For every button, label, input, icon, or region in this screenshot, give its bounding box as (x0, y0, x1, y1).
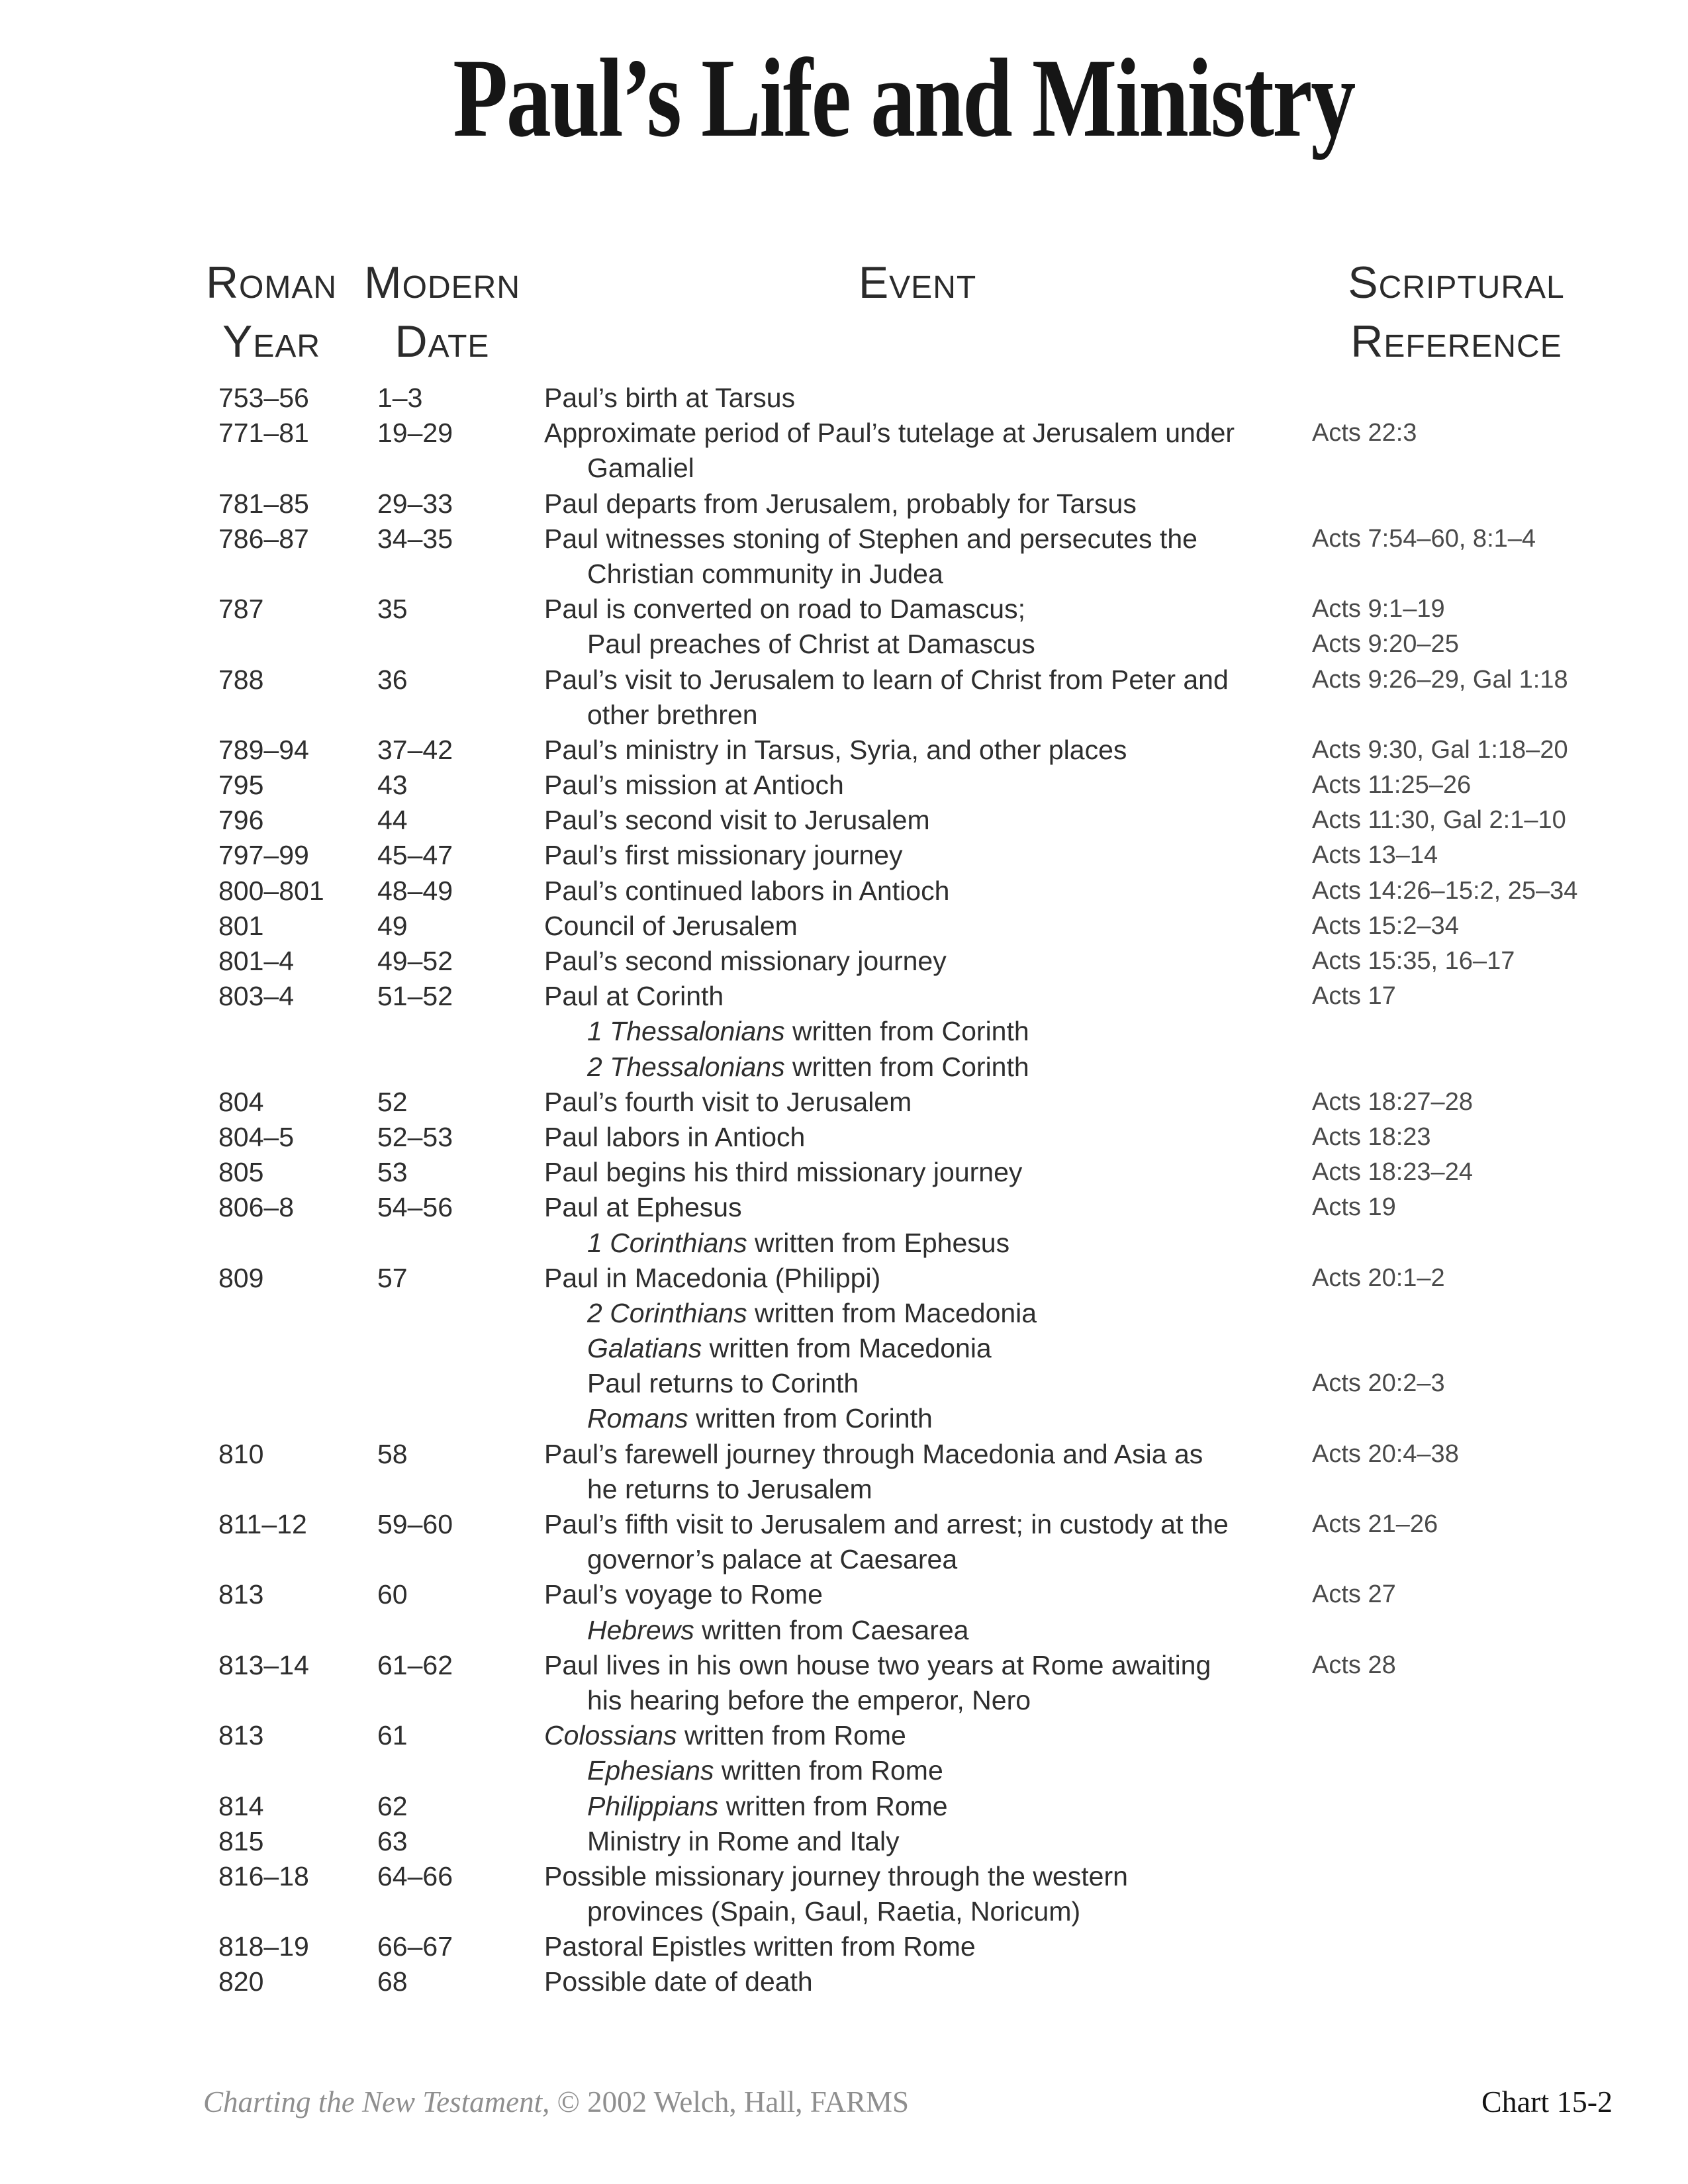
event-cell: Gamaliel (587, 453, 694, 484)
event-cell: Paul departs from Jerusalem, probably for Tarsus (544, 488, 1137, 519)
event-cell: Council of Jerusalem (544, 910, 798, 941)
roman-year-cell: 813 (218, 1720, 264, 1751)
event-cell: Paul lives in his own house two years at Rome awaiting (544, 1649, 1211, 1680)
modern-date-cell: 51–52 (377, 981, 453, 1012)
roman-year-cell: 796 (218, 805, 264, 836)
event-cell: his hearing before the emperor, Nero (587, 1684, 1031, 1715)
modern-date-cell: 1–3 (377, 383, 423, 413)
table-row (0, 1050, 1688, 1085)
event-cell: Paul returns to Corinth (587, 1368, 859, 1399)
scripture-ref-cell: Acts 18:23–24 (1312, 1158, 1473, 1187)
table-row (0, 979, 1688, 1014)
scripture-ref-cell: Acts 9:30, Gal 1:18–20 (1312, 735, 1568, 764)
table-row (0, 557, 1688, 592)
scripture-ref-cell: Acts 15:35, 16–17 (1312, 947, 1515, 975)
event-cell: Paul witnesses stoning of Stephen and persecutes the (544, 523, 1197, 554)
table-row (0, 1437, 1688, 1472)
footer-credit (203, 2085, 909, 2119)
roman-year-cell: 810 (218, 1438, 264, 1469)
scripture-ref-cell: Acts 9:26–29, Gal 1:18 (1312, 665, 1568, 694)
event-cell: Paul begins his third missionary journey (544, 1157, 1023, 1188)
modern-date-cell: 64–66 (377, 1860, 453, 1891)
event-cell: 1 Corinthians written from Ephesus (587, 1227, 1010, 1258)
header-event-label: Event (858, 257, 977, 308)
event-cell: Ephesians written from Rome (587, 1755, 943, 1786)
roman-year-cell: 818–19 (218, 1931, 309, 1962)
table-row (0, 698, 1688, 733)
modern-date-cell: 43 (377, 770, 408, 801)
footer-credit-title: Charting the New Testament, (203, 2085, 550, 2118)
roman-year-cell: 753–56 (218, 383, 309, 413)
event-cell: Paul’s visit to Jerusalem to learn of Christ from Peter and (544, 664, 1229, 695)
modern-date-cell: 49 (377, 910, 408, 941)
table-row (0, 1964, 1688, 1999)
event-cell: Romans written from Corinth (587, 1403, 933, 1434)
scripture-ref-cell: Acts 22:3 (1312, 419, 1417, 447)
scripture-ref-cell: Acts 21–26 (1312, 1510, 1438, 1538)
roman-year-cell: 804 (218, 1086, 264, 1117)
roman-year-cell: 788 (218, 664, 264, 695)
table-row (0, 1401, 1688, 1436)
event-cell: Paul’s mission at Antioch (544, 770, 844, 801)
event-cell: Paul’s ministry in Tarsus, Syria, and other places (544, 734, 1127, 765)
header-ref-line1: Scriptural (1348, 257, 1565, 308)
event-cell: Paul’s continued labors in Antioch (544, 875, 950, 906)
table-row (0, 1331, 1688, 1366)
modern-date-cell: 59–60 (377, 1509, 453, 1539)
event-cell: Paul’s second missionary journey (544, 946, 947, 976)
event-cell: Pastoral Epistles written from Rome (544, 1931, 976, 1962)
modern-date-cell: 52 (377, 1086, 408, 1117)
scripture-ref-cell: Acts 9:20–25 (1312, 630, 1459, 659)
roman-year-cell: 789–94 (218, 734, 309, 765)
roman-year-cell: 803–4 (218, 981, 295, 1012)
modern-date-cell: 34–35 (377, 523, 453, 554)
table-row (0, 1542, 1688, 1577)
roman-year-cell: 814 (218, 1790, 264, 1821)
table-row (0, 874, 1688, 909)
event-cell: he returns to Jerusalem (587, 1473, 872, 1504)
column-header-scriptural-reference (1324, 253, 1589, 371)
modern-date-cell: 49–52 (377, 946, 453, 976)
page-title (119, 19, 1688, 177)
table-row (0, 1261, 1688, 1296)
table-row (0, 486, 1688, 522)
roman-year-cell: 787 (218, 594, 264, 625)
table-row (0, 1155, 1688, 1190)
modern-date-cell: 19–29 (377, 418, 453, 449)
modern-date-cell: 35 (377, 594, 408, 625)
event-cell: Christian community in Judea (587, 558, 943, 589)
header-modern-line1: Modern (364, 257, 520, 308)
scripture-ref-cell: Acts 20:2–3 (1312, 1369, 1445, 1398)
roman-year-cell: 811–12 (218, 1509, 307, 1539)
table-row (0, 1014, 1688, 1049)
roman-year-cell: 813 (218, 1579, 264, 1610)
header-roman-line1: Roman (205, 257, 338, 308)
table-row (0, 381, 1688, 416)
table-row (0, 662, 1688, 698)
event-cell: Paul in Macedonia (Philippi) (544, 1262, 881, 1293)
event-cell: 2 Corinthians written from Macedonia (587, 1297, 1037, 1328)
table-row (0, 1120, 1688, 1155)
event-cell: Ministry in Rome and Italy (587, 1825, 900, 1856)
roman-year-cell: 781–85 (218, 488, 309, 519)
scripture-ref-cell: Acts 19 (1312, 1193, 1396, 1222)
modern-date-cell: 61–62 (377, 1649, 453, 1680)
modern-date-cell: 60 (377, 1579, 408, 1610)
scripture-ref-cell: Acts 27 (1312, 1580, 1396, 1609)
event-cell: Paul is converted on road to Damascus; (544, 594, 1025, 625)
table-row (0, 1296, 1688, 1331)
scripture-ref-cell: Acts 9:1–19 (1312, 595, 1445, 623)
table-row (0, 1577, 1688, 1612)
table-row (0, 1824, 1688, 1859)
table-body (0, 381, 1688, 2000)
table-row (0, 1859, 1688, 1894)
event-cell: Paul’s birth at Tarsus (544, 383, 796, 413)
scripture-ref-cell: Acts 20:4–38 (1312, 1439, 1459, 1468)
column-header-roman-year (172, 253, 371, 371)
scripture-ref-cell: Acts 14:26–15:2, 25–34 (1312, 876, 1578, 905)
roman-year-cell: 820 (218, 1966, 264, 1997)
event-cell: Paul’s fifth visit to Jerusalem and arrest; in custody at the (544, 1509, 1229, 1539)
table-row (0, 522, 1688, 557)
table-row (0, 1366, 1688, 1401)
event-cell: Paul labors in Antioch (544, 1121, 806, 1152)
event-cell: Paul’s first missionary journey (544, 840, 903, 871)
modern-date-cell: 29–33 (377, 488, 453, 519)
event-cell: Galatians written from Macedonia (587, 1333, 992, 1364)
roman-year-cell: 797–99 (218, 840, 309, 871)
roman-year-cell: 801 (218, 910, 264, 941)
modern-date-cell: 53 (377, 1157, 408, 1188)
roman-year-cell: 801–4 (218, 946, 295, 976)
roman-year-cell: 771–81 (218, 418, 309, 449)
page-title-text: Paul’s Life and Ministry (453, 36, 1354, 160)
scripture-ref-cell: Acts 18:27–28 (1312, 1087, 1473, 1116)
roman-year-cell: 805 (218, 1157, 264, 1188)
event-cell: Paul’s voyage to Rome (544, 1579, 823, 1610)
table-row (0, 1929, 1688, 1964)
event-cell: 2 Thessalonians written from Corinth (587, 1051, 1029, 1082)
table-row (0, 1753, 1688, 1788)
table-row (0, 1472, 1688, 1507)
scripture-ref-cell: Acts 18:23 (1312, 1122, 1431, 1151)
modern-date-cell: 54–56 (377, 1192, 453, 1223)
event-cell: Approximate period of Paul’s tutelage at Jerusalem under (544, 418, 1235, 449)
table-row (0, 1085, 1688, 1120)
event-cell: Philippians written from Rome (587, 1790, 948, 1821)
event-cell: Paul’s fourth visit to Jerusalem (544, 1086, 912, 1117)
table-row (0, 416, 1688, 451)
table-row (0, 592, 1688, 627)
roman-year-cell: 809 (218, 1262, 264, 1293)
event-cell: Hebrews written from Caesarea (587, 1614, 969, 1645)
modern-date-cell: 45–47 (377, 840, 453, 871)
roman-year-cell: 786–87 (218, 523, 309, 554)
modern-date-cell: 57 (377, 1262, 408, 1293)
roman-year-cell: 813–14 (218, 1649, 309, 1680)
modern-date-cell: 58 (377, 1438, 408, 1469)
modern-date-cell: 52–53 (377, 1121, 453, 1152)
modern-date-cell: 61 (377, 1720, 408, 1751)
footer-chart-number: Chart 15-2 (1481, 2085, 1613, 2118)
scripture-ref-cell: Acts 17 (1312, 982, 1396, 1011)
modern-date-cell: 63 (377, 1825, 408, 1856)
modern-date-cell: 37–42 (377, 734, 453, 765)
event-cell: Paul at Corinth (544, 981, 724, 1012)
table-row (0, 768, 1688, 803)
scripture-ref-cell: Acts 13–14 (1312, 841, 1438, 870)
modern-date-cell: 44 (377, 805, 408, 836)
table-row (0, 909, 1688, 944)
table-row (0, 944, 1688, 979)
table-row (0, 1613, 1688, 1648)
table-row (0, 627, 1688, 662)
table-row (0, 1718, 1688, 1753)
event-cell: Paul’s farewell journey through Macedonia and Asia as (544, 1438, 1203, 1469)
scripture-ref-cell: Acts 7:54–60, 8:1–4 (1312, 524, 1536, 553)
event-cell: governor’s palace at Caesarea (587, 1544, 958, 1575)
modern-date-cell: 66–67 (377, 1931, 453, 1962)
column-header-event (818, 253, 1017, 312)
event-cell: Paul at Ephesus (544, 1192, 742, 1223)
modern-date-cell: 36 (377, 664, 408, 695)
event-cell: other brethren (587, 699, 758, 730)
table-row (0, 733, 1688, 768)
scripture-ref-cell: Acts 15:2–34 (1312, 911, 1459, 940)
column-header-modern-date (343, 253, 541, 371)
table-row (0, 1190, 1688, 1225)
modern-date-cell: 68 (377, 1966, 408, 1997)
event-cell: Paul preaches of Christ at Damascus (587, 629, 1035, 660)
modern-date-cell: 48–49 (377, 875, 453, 906)
table-row (0, 1683, 1688, 1718)
event-cell: 1 Thessalonians written from Corinth (587, 1016, 1029, 1047)
scripture-ref-cell: Acts 11:30, Gal 2:1–10 (1312, 806, 1566, 835)
roman-year-cell: 816–18 (218, 1860, 309, 1891)
event-cell: Possible missionary journey through the western (544, 1860, 1128, 1891)
table-row (0, 1789, 1688, 1824)
roman-year-cell: 806–8 (218, 1192, 295, 1223)
roman-year-cell: 795 (218, 770, 264, 801)
table-row (0, 451, 1688, 486)
table-row (0, 1894, 1688, 1929)
roman-year-cell: 800–801 (218, 875, 324, 906)
event-cell: Paul’s second visit to Jerusalem (544, 805, 930, 836)
table-row (0, 838, 1688, 873)
event-cell: Possible date of death (544, 1966, 813, 1997)
table-row (0, 1226, 1688, 1261)
header-roman-line2: Year (222, 316, 321, 367)
scripture-ref-cell: Acts 20:1–2 (1312, 1263, 1445, 1292)
roman-year-cell: 804–5 (218, 1121, 295, 1152)
table-row (0, 1507, 1688, 1542)
header-modern-line2: Date (395, 316, 490, 367)
scripture-ref-cell: Acts 28 (1312, 1651, 1396, 1679)
header-ref-line2: Reference (1350, 316, 1562, 367)
modern-date-cell: 62 (377, 1790, 408, 1821)
scripture-ref-cell: Acts 11:25–26 (1312, 771, 1472, 799)
roman-year-cell: 815 (218, 1825, 264, 1856)
event-cell: Colossians written from Rome (544, 1720, 906, 1751)
footer-credit-rest: © 2002 Welch, Hall, FARMS (549, 2085, 910, 2118)
event-cell: provinces (Spain, Gaul, Raetia, Noricum) (587, 1896, 1081, 1927)
table-row (0, 1648, 1688, 1683)
table-row (0, 803, 1688, 838)
